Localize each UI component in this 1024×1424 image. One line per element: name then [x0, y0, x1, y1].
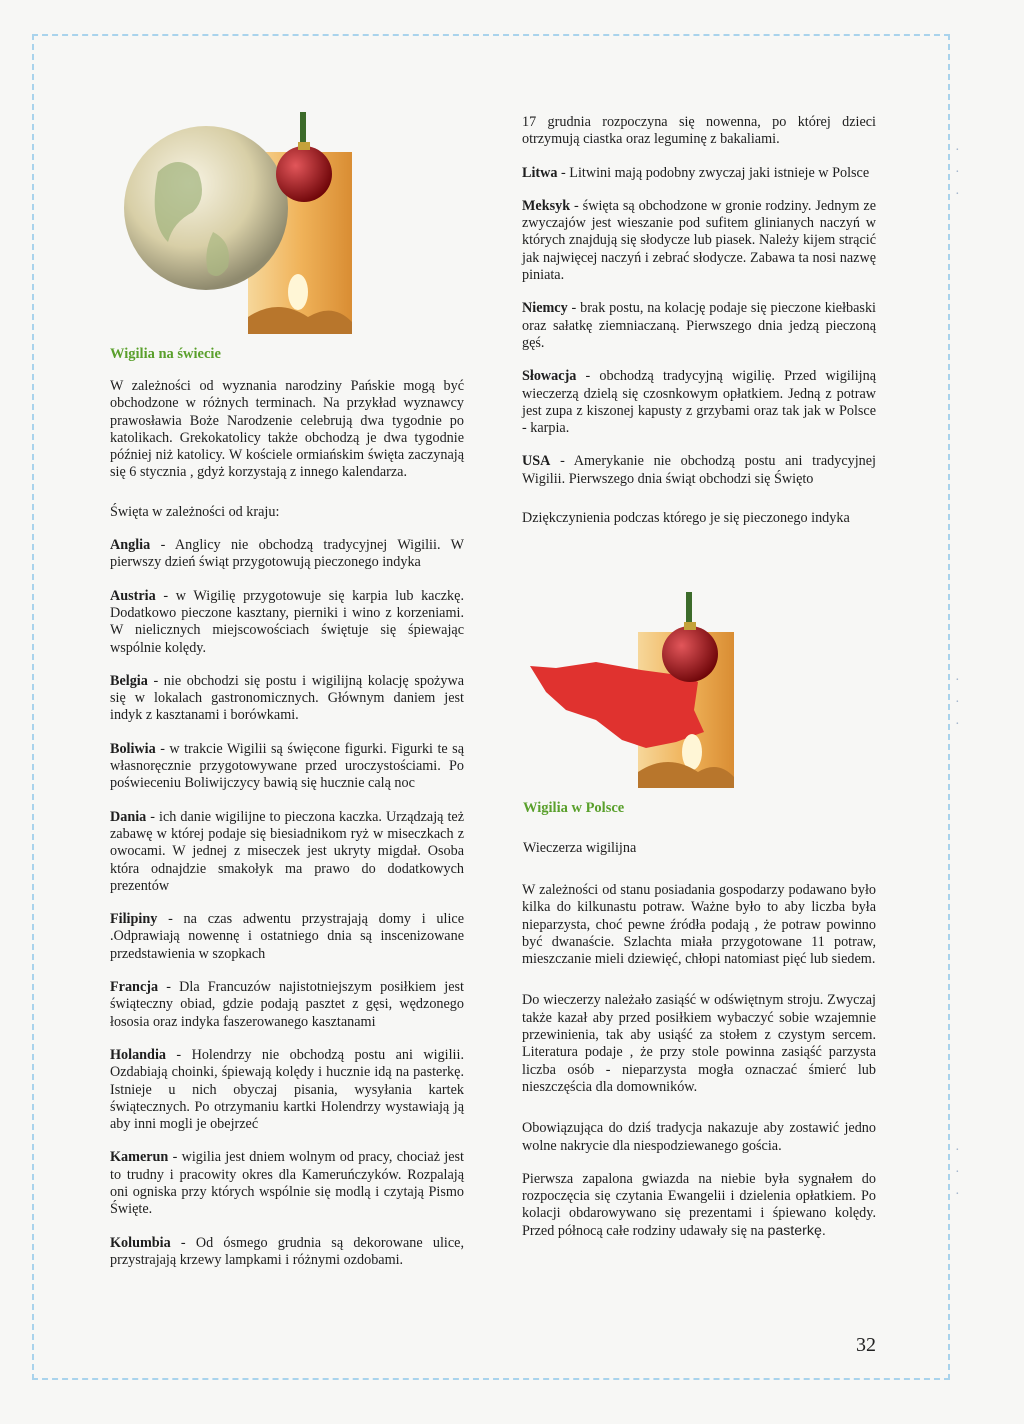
countries-subheading: Święta w zależności od kraju: — [110, 503, 280, 520]
country-description: - Litwini mają podobny zwyczaj jaki istnieje w Polsce — [557, 164, 870, 181]
country-description: - w Wigilię przygotowuje się karpia lub kaczkę. Dodatkowo pieczone kasztany, pierniki i wino z korzeniami. W nielicznych miejscowościach świętuje się śpiewając wspólnie kolędy. — [110, 587, 464, 656]
country-entry — [110, 588, 464, 657]
country-description: - Holendrzy nie obchodzą postu ani wigilii. Ozdabiają choinki, śpiewają kolędy i hucznie idą na pasterkę. Istnieje u nich obyczaj pisania, wysyłania kartek świątecznych. Po otrzymaniu kartki Holendrzy wystawiają ją aby inni mogli je obejrzeć — [110, 1046, 464, 1133]
poland-paragraph-last — [522, 1171, 876, 1240]
country-list-left — [110, 537, 464, 1269]
ornament-bauble — [276, 146, 332, 202]
section-heading-poland: Wigilia w Polsce — [523, 800, 625, 816]
country-description: - święta są obchodzone w gronie rodziny. Jednym ze zwyczajów jest wieszanie pod sufitem glinianych naczyń w których znajdują się słodycze lub piasek. Należy kijem strącić jak najwięcej naczyń i zebrać słodycze. Zabawa ta nosi nazwę piniata. — [522, 197, 876, 284]
country-entry — [110, 673, 464, 725]
country-entry — [522, 453, 876, 488]
pine-branch — [686, 592, 692, 626]
ornament-cap — [684, 622, 696, 630]
country-entry — [110, 1047, 464, 1133]
kolumbia-continuation: 17 grudnia rozpoczyna się nowenna, po której dzieci otrzymują ciastka oraz leguminę z bakaliami. — [522, 114, 876, 148]
globe — [124, 126, 288, 290]
country-entry — [110, 1235, 464, 1270]
country-name: Francja — [110, 979, 159, 996]
section-heading-world: Wigilia na świecie — [110, 346, 221, 362]
country-entry — [110, 979, 464, 1031]
country-description: - Od ósmego grudnia są dekorowane ulice, przystrajają krzewy lampkami i różnymi ozdobami. — [110, 1234, 464, 1268]
country-name: Dania — [110, 808, 147, 825]
country-entry — [522, 368, 876, 437]
poland-paragraph: Do wieczerzy należało zasiąść w odświętnym stroju. Zwyczaj także kazał aby przed posiłkiem wybaczyć sobie wzajemnie przewinienia, tak aby usiąść za stołem z czystym sercem. Literatura podaje , że przy stole powinna zasiąść parzysta liczba osób - nieparzysta mogła oznaczać śmierć lub nieszczęścia dla domowników. — [522, 992, 876, 1095]
country-entry — [110, 537, 464, 572]
page-number: 32 — [856, 1334, 876, 1356]
country-description: - na czas adwentu przystrajają domy i ulice .Odprawiają nowennę i ostatniego dnia są inscenizowane przedstawienia w szopkach — [110, 911, 464, 962]
poland-map-illustration — [526, 592, 736, 788]
country-entry — [110, 911, 464, 963]
poland-last-text: Pierwsza zapalona gwiazda na niebie była sygnałem do rozpoczęcia się czytania Ewangelii i dzielenia opłatkiem. Po kolacji obdarowywano się prezentami i śpiewano kolędy. Przed północą całe rodziny udawały się na — [522, 1170, 876, 1239]
country-description: - brak postu, na kolację podaje się pieczone kiełbaski oraz sałatkę ziemniaczaną. Pierwszego dnia jedzą pieczoną gęś. — [522, 300, 876, 351]
country-name: Austria — [110, 587, 156, 604]
country-name: Słowacja — [522, 368, 577, 385]
country-name: Kolumbia — [110, 1234, 171, 1251]
country-name: Anglia — [110, 537, 151, 554]
country-description: - wigilia jest dniem wolnym od pracy, chociaż jest to trudny i pracowity okres dla Kameruńczyków. Rozpalają oni ogniska przy których wspólnie się modlą i czytają Pismo Święte. — [110, 1149, 464, 1218]
country-name: Litwa — [522, 164, 558, 181]
left-column — [110, 378, 464, 1269]
country-name: Belgia — [110, 672, 148, 689]
poland-paragraph: W zależności od stanu posiadania gospodarzy podawano było kilka do kilkunastu potraw. Ważne było to aby liczba była nieparzysta, choć pewne źródła podają , że potraw powinno być dwanaście. Szlachta miała przygotowane 11 potraw, mieszczanie mieli dziewięć, chłopi natomiast pięć lub siedem. — [522, 882, 876, 968]
country-description: - ich danie wigilijne to pieczona kaczka. Urządzają też zabawę w której podaje się biesiadnikom ryż w miseczkach z owocami. W jednej z miseczek jest ukryty migdał. Osoba która odnajdzie smakołyk ma prawo do dodatkowych prezentów — [110, 808, 464, 894]
country-entry — [522, 165, 876, 182]
poland-last-word: pasterkę. — [767, 1222, 826, 1239]
poland-text — [522, 882, 876, 1240]
margin-marks: · · · — [955, 673, 960, 732]
country-name: Filipiny — [110, 911, 158, 928]
margin-marks: · · · — [955, 1143, 960, 1202]
country-description: - obchodzą tradycyjną wigilię. Przed wigilijną wieczerzą dzielą się czosnkowym opłatkiem. Jedną z potraw jest zupa z kiszonej kapusty z grzybami oraz tak jak w Polsce - karpia. — [522, 368, 876, 437]
poland-subheading: Wieczerza wigilijna — [523, 840, 637, 856]
country-entry — [522, 300, 876, 352]
country-name: Boliwia — [110, 740, 156, 757]
country-entry — [110, 809, 464, 895]
country-description: - Dla Francuzów najistotniejszym posiłkiem jest świąteczny obiad, gdzie podają pasztet z gęsi, wędzonego łososia oraz indyka faszerowanego kasztanami — [110, 979, 464, 1030]
poland-paragraph: Obowiązująca do dziś tradycja nakazuje aby zostawić jedno wolne nakrycie dla niespodziewanego gościa. — [522, 1120, 876, 1154]
world-intro: W zależności od wyznania narodziny Pańskie mogą być obchodzone w różnych terminach. Na przykład wyznawcy prawosławia Boże Narodzenie celebrują dwa tygodnie po katolikach. Grekokatolicy także obchodzą je dwa tygodnie później niż katolicy. W kościele ormiańskim święta zaczynają się 6 stycznia , gdyż korzystają z innego kalendarza. — [110, 378, 464, 481]
country-list-right — [522, 165, 876, 488]
ornament-cap — [298, 142, 310, 150]
margin-marks: · · · — [955, 143, 960, 202]
country-entry — [110, 741, 464, 793]
country-entry — [110, 1149, 464, 1218]
candle-flame — [682, 734, 702, 770]
country-description: - Amerykanie nie obchodzą postu ani tradycyjnej Wigilii. Pierwszego dnia świąt obchodzi się Święto — [522, 453, 876, 487]
country-description: - w trakcie Wigilii są święcone figurki. Figurki te są własnoręcznie przygotowywane przed uroczystościami. Po poświeceniu Boliwijczycy bawią się hucznie calą noc — [110, 740, 464, 792]
country-name: Meksyk — [522, 197, 571, 214]
country-description: - nie obchodzi się postu i wigilijną kolację spożywa się w lokalach gastronomicznych. Głównym daniem jest indyk z kasztanami i borówkami. — [110, 672, 464, 724]
country-name: Holandia — [110, 1046, 166, 1063]
country-description: - Anglicy nie obchodzą tradycyjnej Wigilii. W pierwszy dzień świąt przygotowują pieczonego indyka — [110, 537, 464, 571]
right-column — [522, 114, 876, 527]
usa-continuation: Dziękczynienia podczas którego je się pieczonego indyka — [522, 510, 850, 527]
ornament-bauble — [662, 626, 718, 682]
country-name: USA — [522, 453, 551, 470]
country-name: Kamerun — [110, 1149, 169, 1166]
country-name: Niemcy — [522, 300, 568, 317]
candle-flame — [288, 274, 308, 310]
country-entry — [522, 198, 876, 284]
pine-branch — [300, 112, 306, 146]
globe-candle-illustration — [118, 112, 356, 334]
